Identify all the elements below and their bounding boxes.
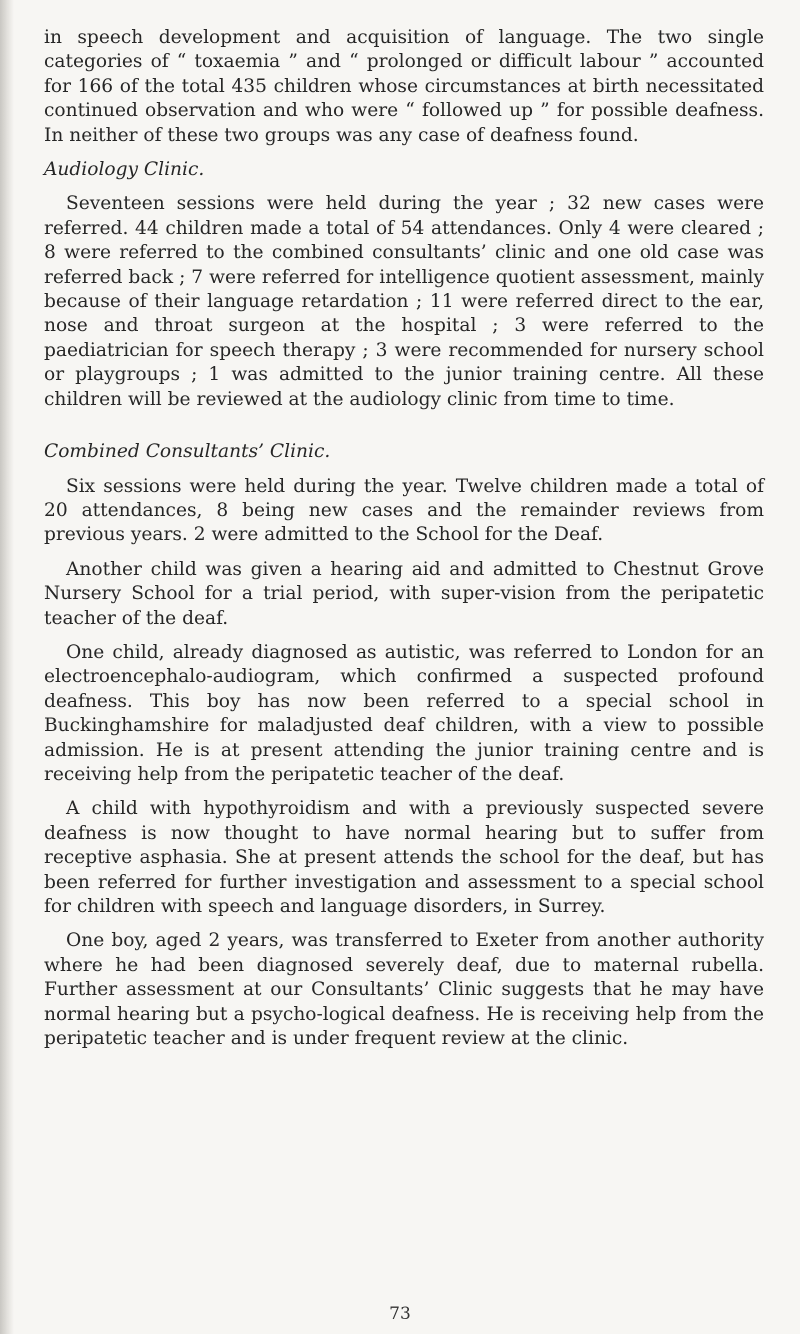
heading-combined-consultants-clinic: Combined Consultants’ Clinic. [44, 441, 331, 463]
paragraph-audiology: Seventeen sessions were held during the year ; 32 new cases were referred. 44 children made a total of 54 attendances. Only 4 were cleared ; 8 were referred to the combined consultants’ clinic and one old case was referred back ; 7 were referred for intelligence quotient assessment, mainly because of their language retardation ; 11 were referred direct to the ear, nose and throat surgeon at the hospital ; 3 were referred to the paediatrician for speech therapy ; 3 were recommended for nursery school or playgroups ; 1 was admitted to the junior training centre. All these children will be reviewed at the audiology clinic from time to time. [44, 193, 764, 410]
paragraph-combined-3: One child, already diagnosed as autistic, was referred to London for an electroencephalo-audiogram, which confirmed a suspected profound deafness. This boy has now been referred to a special school in Buckinghamshire for maladjusted deaf children, with a view to possible admission. He is at present attending the junior training centre and is receiving help from the peripatetic teacher of the deaf. [44, 641, 764, 785]
binding-shadow [0, 0, 14, 1334]
paragraph-combined-5: One boy, aged 2 years, was transferred to Exeter from another authority where he had been diagnosed severely deaf, due to maternal rubella. Further assessment at our Consultants’ Clinic suggests that he may have normal hearing but a psycho-logical deafness. He is receiving help from the peripatetic teacher and is under frequent review at the clinic. [44, 930, 764, 1050]
paragraph-intro: in speech development and acquisition of language. The two single categories of “ toxaemia ” and “ prolonged or difficult labour ” accounted for 166 of the total 435 children whose circumstances at birth necessitated continued observation and who were “ followed up ” for possible deafness. In neither of these two groups was any case of deafness found. [44, 27, 764, 146]
page-body [44, 26, 764, 1051]
heading-audiology-clinic: Audiology Clinic. [44, 159, 205, 181]
paragraph-combined-4: A child with hypothyroidism and with a previously suspected severe deafness is now thought to have normal hearing but to suffer from receptive asphasia. She at present attends the school for the deaf, but has been referred for further investigation and assessment to a special school for children with speech and language disorders, in Surrey. [44, 798, 764, 917]
paragraph-combined-2: Another child was given a hearing aid and admitted to Chestnut Grove Nursery School for a trial period, with super-vision from the peripatetic teacher of the deaf. [44, 558, 764, 629]
paragraph-combined-1: Six sessions were held during the year. Twelve children made a total of 20 attendances, 8 being new cases and the remainder reviews from previous years. 2 were admitted to the School for the Deaf. [44, 475, 764, 546]
page-number: 73 [389, 1304, 411, 1324]
